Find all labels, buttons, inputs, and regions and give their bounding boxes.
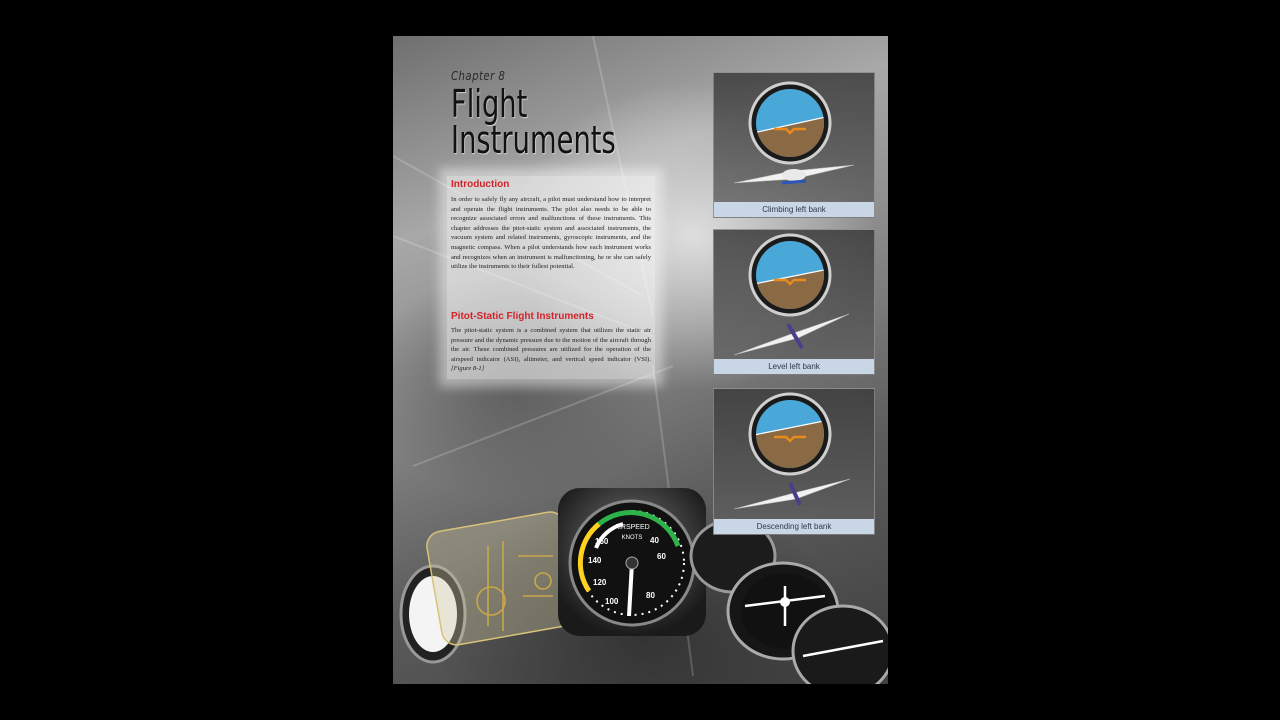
pitot-static-body: The pitot-static system is a combined system that utilizes the static air pressure and the dynamic pressure due to the motion of the aircraft through the air. These combined pressures are utilized for the operation of the airspeed indicator (ASI), altimeter, and vertical speed indicator (VSI). [451,327,651,363]
tick-label: 40 [650,536,659,545]
tick-label: 140 [588,556,602,565]
airspeed-label: AIRSPEED [614,524,650,531]
figure-reference[interactable]: [Figure 8-1] [451,365,485,373]
title-line: Instruments [451,118,616,162]
section-heading-pitot-static: Pitot-Static Flight Instruments [451,311,594,322]
figure-level-left-bank [713,229,875,375]
section-heading-introduction: Introduction [451,179,510,190]
tick-label: 120 [593,578,607,587]
attitude-indicator-illustration [714,230,874,360]
airspeed-indicator-illustration [558,488,706,636]
turn-coordinator-illustrations [691,520,888,684]
chapter-label: Chapter 8 [451,69,506,83]
figure-climbing-left-bank [713,72,875,218]
figure-caption: Level left bank [714,359,874,374]
introduction-paragraph: In order to safely fly any aircraft, a pilot must understand how to interpret and operate the flight instruments. The pilot also needs to be able to recognize associated errors and malfunctions of these instruments. This chapter addresses the pitot-static system and associated instruments, the vacuum system and related instruments, gyroscopic instruments, and the magnetic compass. When a pilot understands how each instrument works and recognizes when an instrument is malfunctioning, he or she can safely utilize the instruments to their fullest potential. [451,196,651,271]
tick-label: 60 [657,552,666,561]
figure-descending-left-bank [713,388,875,535]
title-line: Flight [451,82,528,126]
figure-caption: Climbing left bank [714,202,874,217]
cutaway-instrument-illustration [401,510,582,662]
knots-label: KNOTS [621,535,643,541]
attitude-indicator-illustration [714,389,874,519]
tick-label: 100 [605,597,619,606]
figure-caption: Descending left bank [714,519,874,534]
chapter-title [451,82,616,162]
attitude-indicator-illustration [714,73,874,203]
tick-label: 160 [595,537,609,546]
tick-label: 80 [646,591,655,600]
pitot-static-paragraph [451,326,651,374]
book-page [393,36,888,684]
